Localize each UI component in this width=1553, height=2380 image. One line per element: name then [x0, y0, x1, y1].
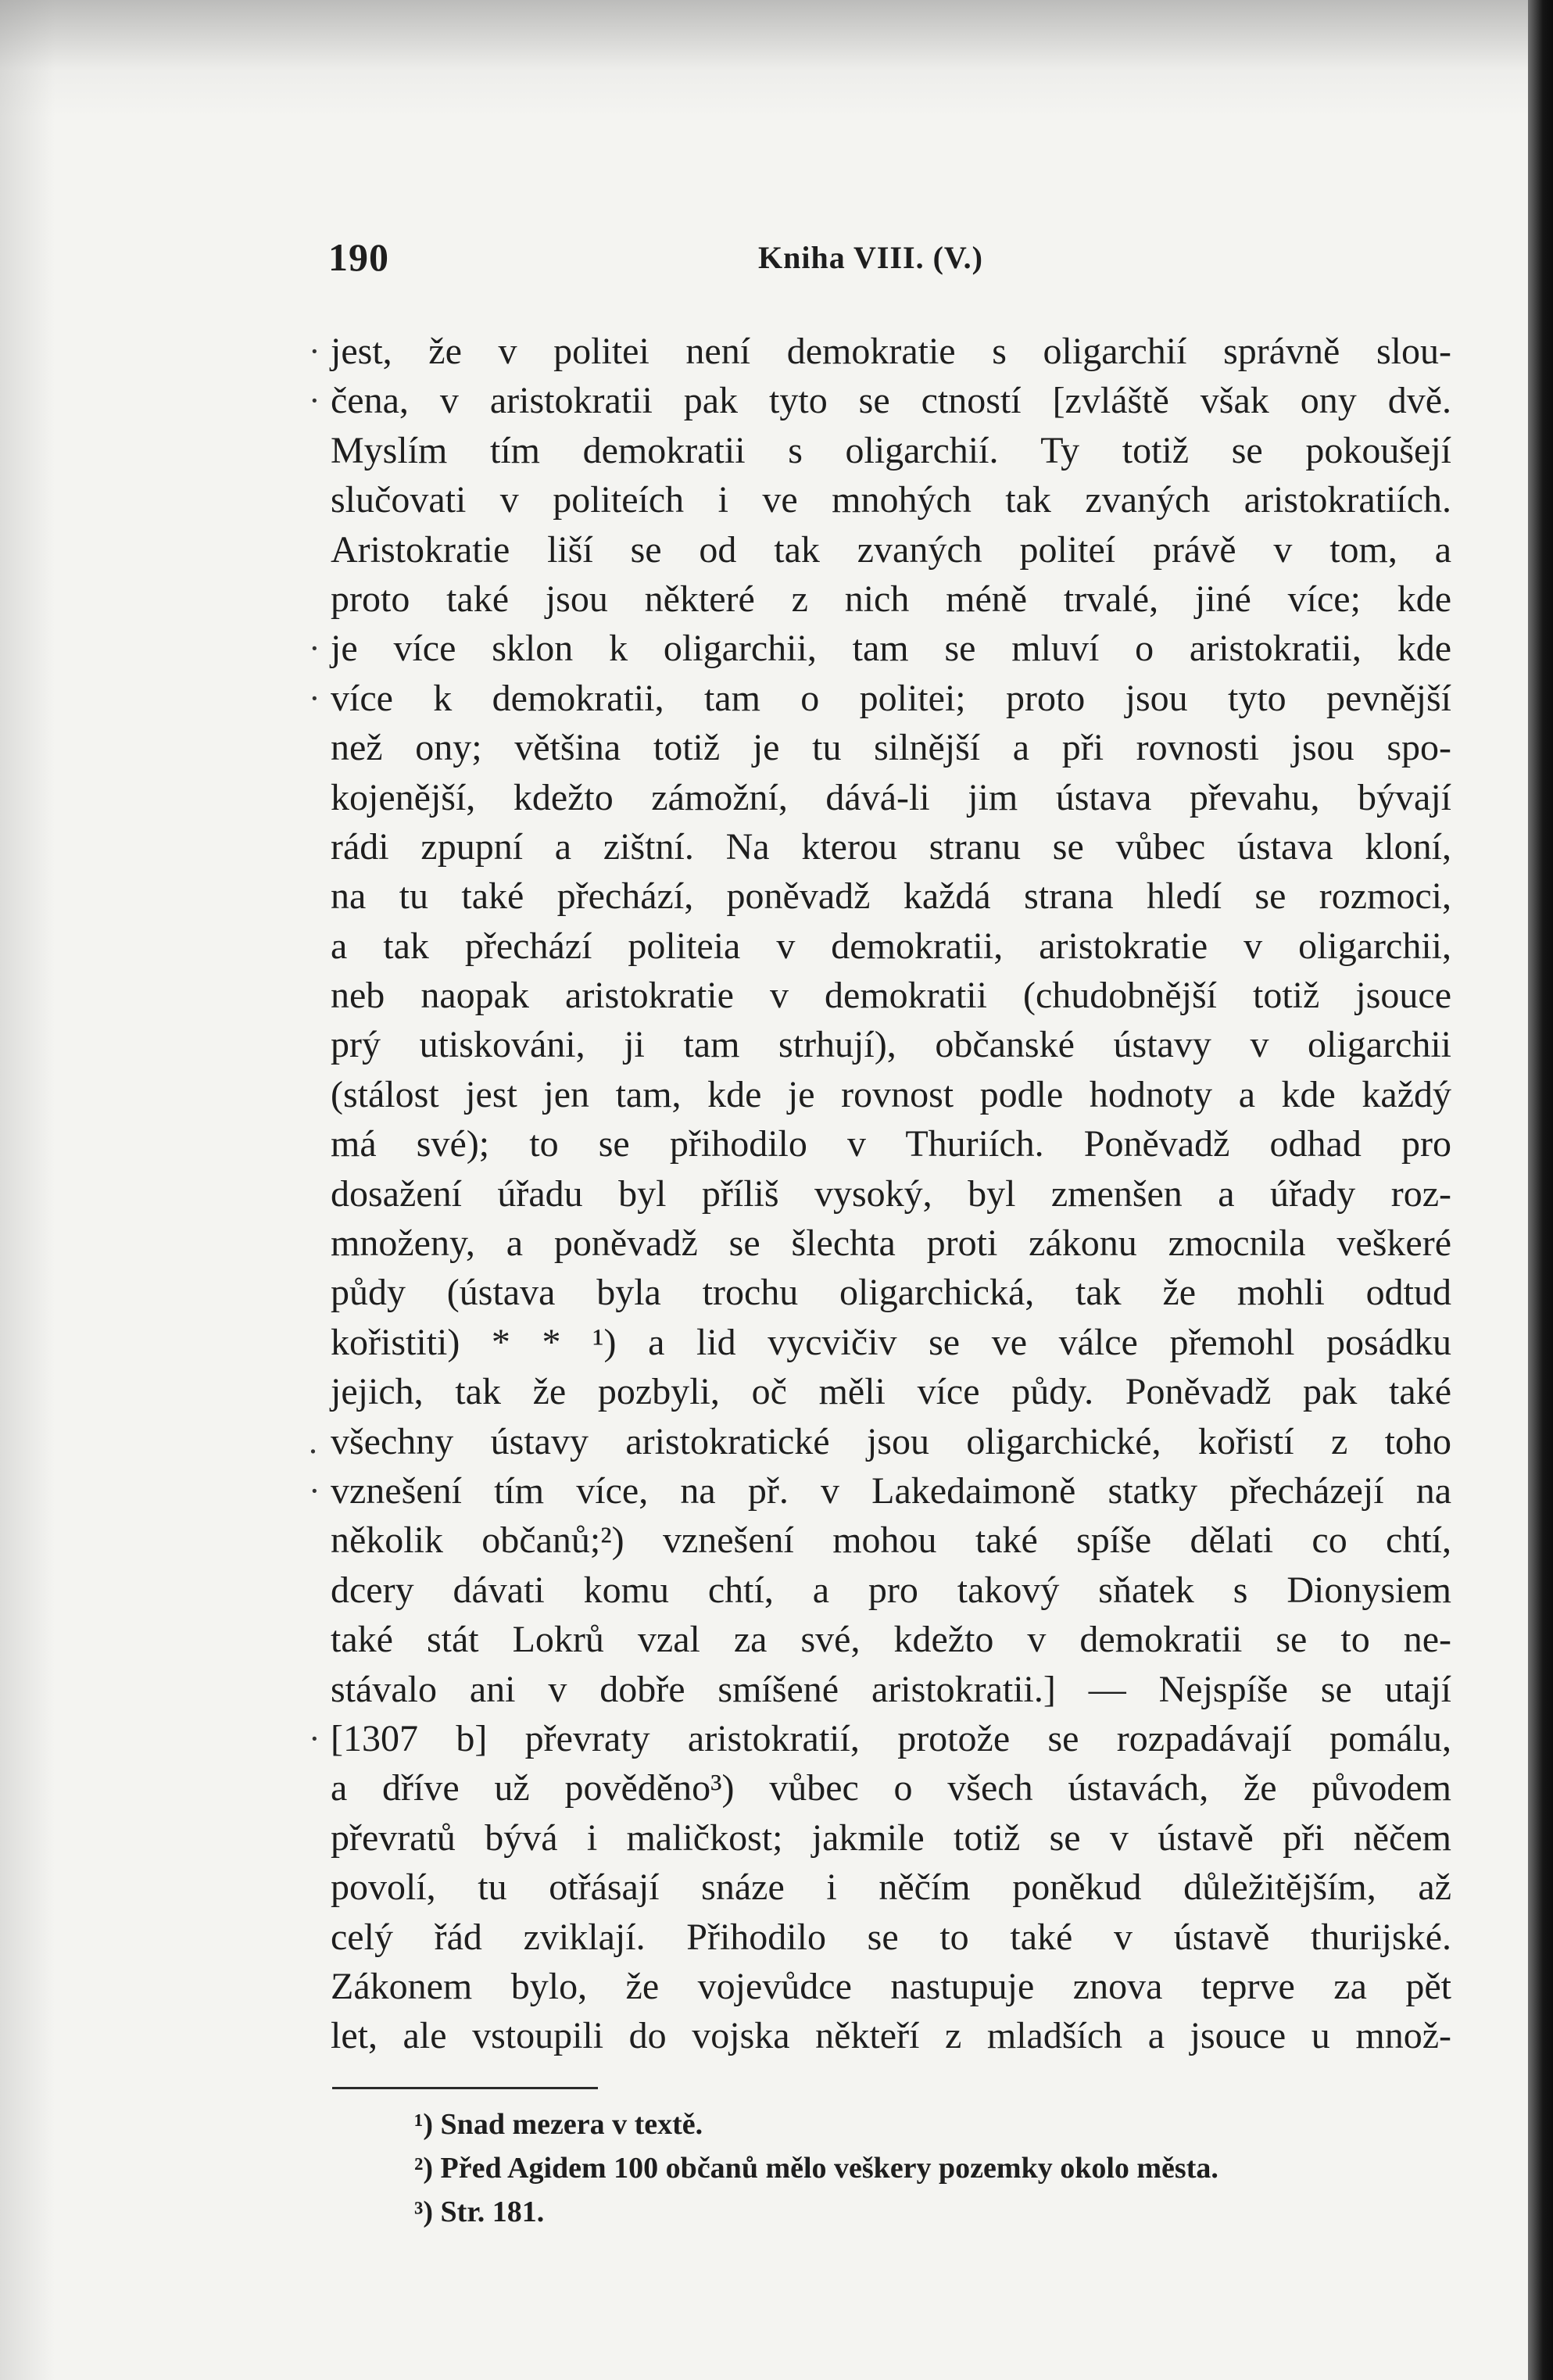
text-line: také stát Lokrů vzal za své, kdežto v demokratii se to ne- — [331, 1619, 1451, 1661]
footnote-marker: ¹) — [414, 2108, 434, 2141]
page-shadow-left — [0, 0, 55, 2380]
text-line: čena, v aristokratii pak tyto se ctností [zvláště však ony dvě. · — [331, 376, 1451, 425]
margin-marker: · — [309, 381, 320, 421]
page-shadow-top — [0, 0, 1553, 117]
text-line: množeny, a poněvadž se šlechta proti zákonu zmocnila veškeré — [331, 1222, 1451, 1265]
page-header — [328, 234, 1454, 289]
footnote-marker: ²) — [414, 2152, 434, 2185]
text-line: proto také jsou některé z nich méně trvalé, jiné více; kde — [331, 578, 1451, 620]
margin-marker: . — [309, 1422, 317, 1461]
text-line: let, ale vstoupili do vojska někteří z mladších a jsouce u množ- — [331, 2015, 1451, 2057]
footnote-text: Str. 181. — [440, 2196, 545, 2228]
text-line: kořistiti) * * ¹) a lid vycvičiv se ve válce přemohl posádku — [331, 1321, 1451, 1363]
text-line: a dříve už pověděno³) vůbec o všech ústavách, že původem — [331, 1767, 1451, 1809]
text-line: [1307 b] převraty aristokratií, protože se rozpadávají pomálu, · — [331, 1714, 1451, 1763]
text-line: je více sklon k oligarchii, tam se mluví o aristokratii, kde · — [331, 624, 1451, 673]
running-title: Kniha VIII. (V.) — [758, 240, 983, 275]
text-line: a tak přechází politeia v demokratii, aristokratie v oligarchii, — [331, 925, 1451, 967]
footnote — [414, 2103, 1454, 2146]
text-line: slučovati v politeích i ve mnohých tak zvaných aristokratiích. — [331, 479, 1451, 521]
main-text — [309, 327, 1451, 2061]
margin-marker: · — [309, 332, 320, 370]
footnote-text: Snad mezera v textě. — [440, 2108, 703, 2141]
book-spine-edge — [1528, 0, 1553, 2380]
text-line: na tu také přechází, poněvadž každá strana hledí se rozmoci, — [331, 875, 1451, 918]
text-line: (stálost jest jen tam, kde je rovnost podle hodnoty a kde každý — [331, 1073, 1451, 1115]
text-line: kojenější, kdežto zámožní, dává-li jim ústava převahu, bývají — [331, 776, 1451, 818]
text-line: prý utiskováni, ji tam strhují), občanské ústavy v oligarchii — [331, 1024, 1451, 1066]
text-line: všechny ústavy aristokratické jsou oligarchické, kořistí z toho . — [331, 1417, 1451, 1466]
margin-marker: · — [309, 629, 320, 668]
text-line: stávalo ani v dobře smíšené aristokratii.] — Nejspíše se utají — [331, 1668, 1451, 1710]
text-line: několik občanů;²) vznešení mohou také spíše dělati co chtí, — [331, 1519, 1451, 1562]
margin-marker: · — [309, 1471, 320, 1510]
footnote-text: Před Agidem 100 občanů mělo veškery pozemky okolo města. — [440, 2152, 1218, 2185]
text-line: Zákonem bylo, že vojevůdce nastupuje znova teprve za pět — [331, 1965, 1451, 2007]
text-line: dosažení úřadu byl příliš vysoký, byl zmenšen a úřady roz- — [331, 1172, 1451, 1215]
margin-marker: · — [309, 678, 320, 718]
text-line: dcery dávati komu chtí, a pro takový sňatek s Dionysiem — [331, 1569, 1451, 1611]
text-line: jest, že v politei není demokratie s oligarchií správně slou- · — [331, 327, 1451, 376]
text-line: má své); to se přihodilo v Thuriích. Poněvadž odhad pro — [331, 1123, 1451, 1165]
text-line: povolí, tu otřásají snáze i něčím poněkud důležitějším, až — [331, 1866, 1451, 1909]
text-line: Myslím tím demokratii s oligarchií. Ty totiž se pokoušejí — [331, 429, 1451, 471]
text-line: vznešení tím více, na př. v Lakedaimoně statky přecházejí na · — [331, 1466, 1451, 1516]
text-line: jejich, tak že pozbyli, oč měli více půdy. Poněvadž pak také — [331, 1371, 1451, 1413]
footnote — [414, 2146, 1454, 2190]
footnote-divider — [332, 2087, 598, 2089]
text-line: převratů bývá i maličkost; jakmile totiž se v ústavě při něčem — [331, 1816, 1451, 1859]
page-number: 190 — [328, 235, 389, 279]
footnote-marker: ³) — [414, 2196, 434, 2228]
text-line: půdy (ústava byla trochu oligarchická, tak že mohli odtud — [331, 1272, 1451, 1314]
text-line: než ony; většina totiž je tu silnější a při rovnosti jsou spo- — [331, 727, 1451, 769]
text-line: Aristokratie liší se od tak zvaných politeí právě v tom, a — [331, 528, 1451, 571]
margin-marker: · — [309, 1719, 320, 1758]
text-line: neb naopak aristokratie v demokratii (chudobnější totiž jsouce — [331, 975, 1451, 1017]
footnotes — [414, 2103, 1454, 2234]
text-line: celý řád zviklají. Přihodilo se to také v ústavě thurijské. — [331, 1916, 1451, 1958]
footnote — [414, 2190, 1454, 2234]
text-line: rádi zpupní a zištní. Na kterou stranu se vůbec ústava kloní, — [331, 825, 1451, 868]
text-line: více k demokratii, tam o politei; proto jsou tyto pevnější · — [331, 674, 1451, 723]
